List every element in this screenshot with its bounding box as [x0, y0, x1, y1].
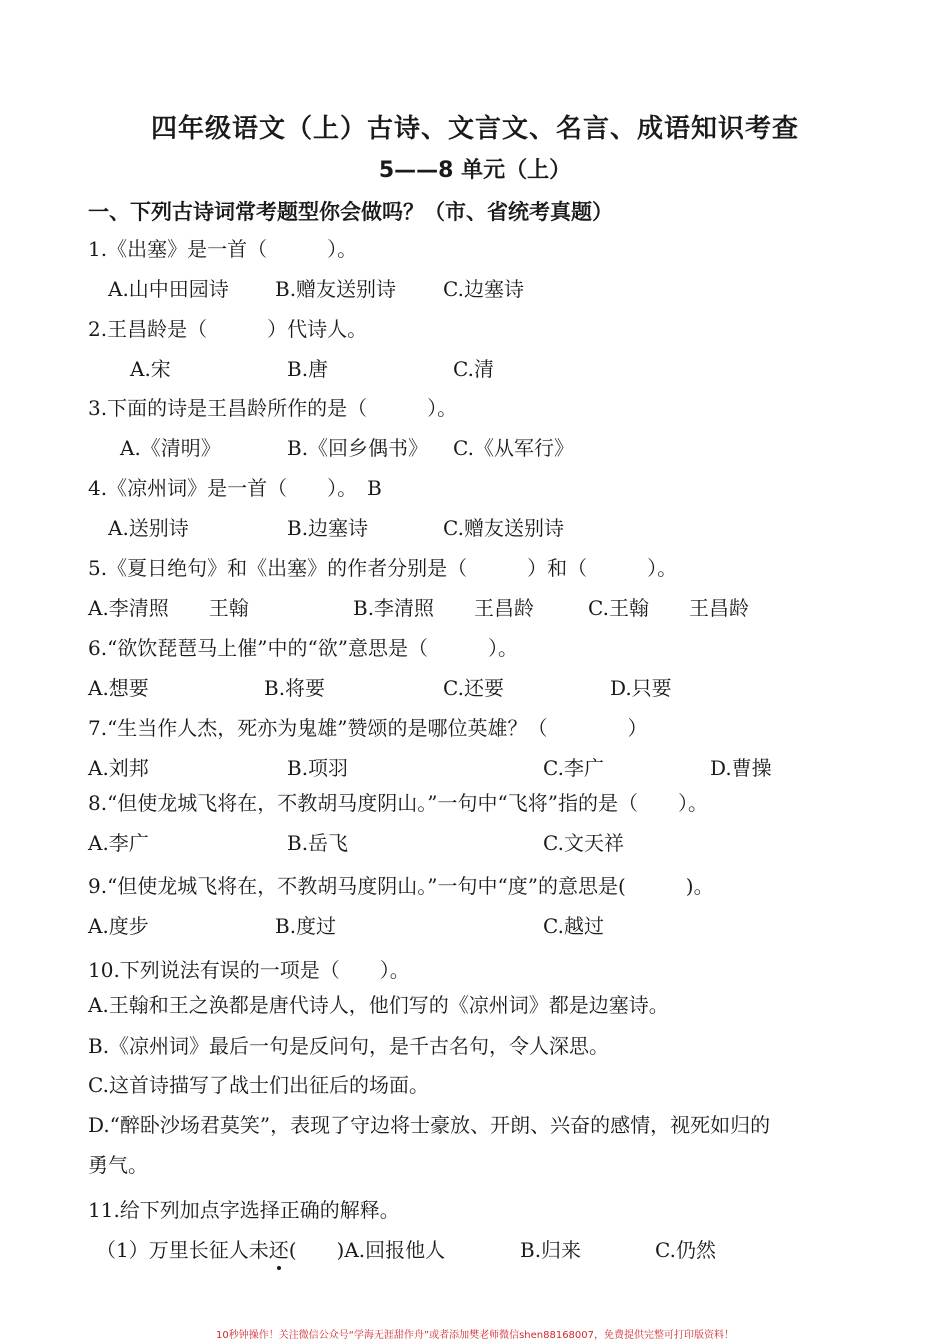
option: A.李广 [88, 831, 149, 855]
option: A.送别诗 [108, 516, 189, 540]
option: B.岳飞 [287, 831, 349, 855]
option: C.赠友送别诗 [443, 516, 564, 540]
option: C.仍然 [655, 1238, 716, 1262]
option: A.宋 [130, 357, 171, 381]
sub-question-suffix: ( )A.回报他人 [288, 1238, 446, 1262]
question-3: 3.下面的诗是王昌龄所作的是（ ）。 [88, 396, 458, 420]
option: C.《从军行》 [453, 436, 574, 460]
option: B.度过 [275, 914, 337, 938]
question-10-option-c: C.这首诗描写了战士们出征后的场面。 [88, 1073, 429, 1097]
option: B.归来 [520, 1238, 582, 1262]
option: C.清 [453, 357, 494, 381]
question-7: 7.“生当作人杰，死亦为鬼雄”赞颂的是哪位英雄？（ ） [88, 716, 648, 740]
sub-question [96, 1236, 445, 1264]
option: A.想要 [88, 676, 149, 700]
section-heading: 一、下列古诗词常考题型你会做吗？（市、省统考真题） [88, 200, 613, 224]
option: C.还要 [443, 676, 504, 700]
question-11: 11.给下列加点字选择正确的解释。 [88, 1198, 400, 1222]
option: B.《回乡偶书》 [287, 436, 429, 460]
option: C.李广 [543, 756, 604, 780]
question-8: 8.“但使龙城飞将在，不教胡马度阴山。”一句中“飞将”指的是（ ）。 [88, 791, 708, 815]
option: C.边塞诗 [443, 277, 524, 301]
option: A.山中田园诗 [108, 277, 229, 301]
sub-question-prefix: （1）万里长征人未 [96, 1238, 269, 1262]
question-10-option-d: D.“醉卧沙场君莫笑”，表现了守边将士豪放、开朗、兴奋的感情，视死如归的 [88, 1113, 771, 1137]
option: B.边塞诗 [287, 516, 369, 540]
option: D.只要 [610, 676, 672, 700]
question-10-option-a: A.王翰和王之涣都是唐代诗人，他们写的《凉州词》都是边塞诗。 [88, 993, 669, 1017]
option: A.度步 [88, 914, 149, 938]
question-10: 10.下列说法有误的一项是（ ）。 [88, 958, 410, 982]
question-1: 1.《出塞》是一首（ ）。 [88, 237, 358, 261]
option: B.唐 [287, 357, 329, 381]
question-2: 2.王昌龄是（ ）代诗人。 [88, 317, 368, 341]
footer-promo: 10秒钟操作！关注微信公众号“学海无涯甜作舟”或者添加樊老师微信shen88168007，免费提供完整可打印版资料！ [215, 1330, 735, 1341]
option: C.越过 [543, 914, 604, 938]
page-subtitle: 5——8 单元（上） [378, 158, 572, 183]
option: B.项羽 [287, 756, 349, 780]
question-6: 6.“欲饮琵琶马上催”中的“欲”意思是（ ）。 [88, 636, 518, 660]
option: A.李清照 王翰 [88, 596, 249, 620]
option: B.赠友送别诗 [275, 277, 397, 301]
option: C.王翰 王昌龄 [588, 596, 749, 620]
option: A.《清明》 [120, 436, 221, 460]
dotted-character: 还 [268, 1238, 289, 1262]
option: D.曹操 [710, 756, 772, 780]
question-5: 5.《夏日绝句》和《出塞》的作者分别是（ ）和（ ）。 [88, 556, 678, 580]
question-9: 9.“但使龙城飞将在，不教胡马度阴山。”一句中“度”的意思是( )。 [88, 874, 714, 898]
question-4: 4.《凉州词》是一首（ ）。 B [88, 476, 382, 500]
option: C.文天祥 [543, 831, 624, 855]
option: A.刘邦 [88, 756, 149, 780]
option: B.将要 [264, 676, 326, 700]
page-title: 四年级语文（上）古诗、文言文、名言、成语知识考查 [150, 114, 799, 144]
option: B.李清照 王昌龄 [353, 596, 535, 620]
question-10-option-b: B.《凉州词》最后一句是反问句，是千古名句，令人深思。 [88, 1034, 610, 1058]
question-10-option-d-cont: 勇气。 [88, 1153, 148, 1177]
